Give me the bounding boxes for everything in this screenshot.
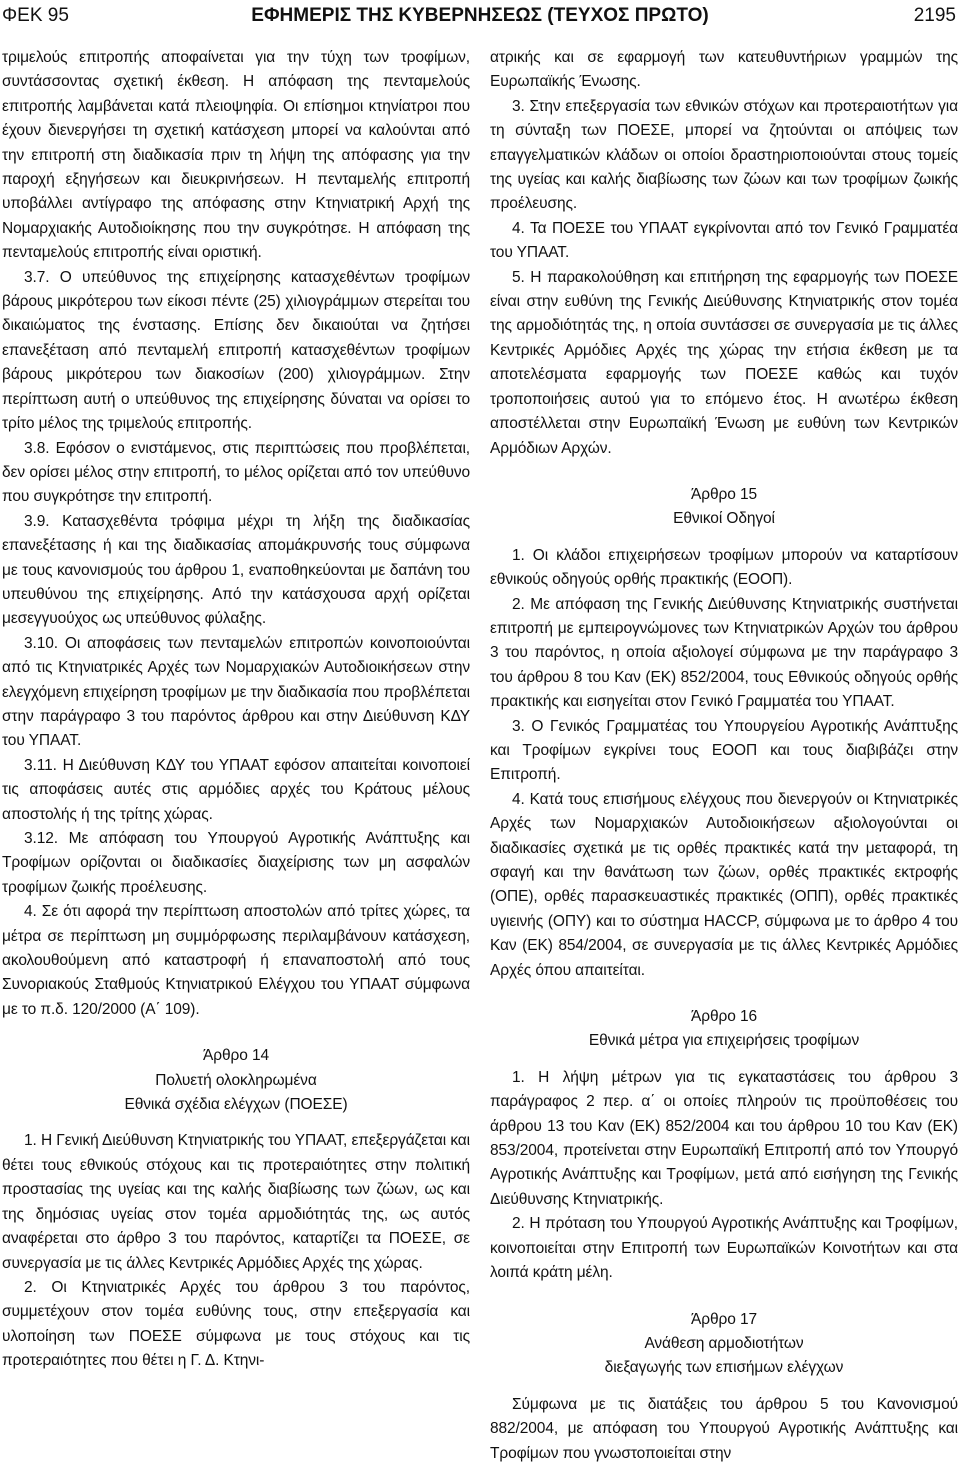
article-number: Άρθρο 15 <box>691 485 757 503</box>
paragraph: 3.9. Κατασχεθέντα τρόφιμα μέχρι τη λήξη της διαδικασίας επανεξέτασης ή και της διαδικασίας απομάκρυνσής τους σύμφωνα με τους κανονισμούς του άρθρου 1, εναποθηκεύονται με δαπάνη του υπευθύνου της επιχείρησης. Από την κατάσχουσα αρχή ορίζεται μεσεγγυούχος ως υπεύθυνος φύλαξης. <box>2 512 470 628</box>
article-heading <box>490 1308 958 1381</box>
paragraph: 2. Η πρόταση του Υπουργού Αγροτικής Ανάπτυξης και Τροφίμων, κοινοποιείται στην Επιτροπή των Ευρωπαϊκών Κοινοτήτων και στα λοιπά κράτη μέλη. <box>490 1215 958 1282</box>
paragraph: 3.8. Εφόσον ο ενιστάμενος, στις περιπτώσεις που προβλέπεται, δεν ορίσει μέλος στην επιτροπή, το μέλος ορίζεται από τον υπεύθυνο που συγκρότησε την επιτροπή. <box>2 439 470 506</box>
article-number: Άρθρο 17 <box>691 1310 757 1328</box>
paragraph: 4. Τα ΠΟΕΣΕ του ΥΠΑΑΤ εγκρίνονται από τον Γενικό Γραμματέα του ΥΠΑΑΤ. <box>490 219 958 262</box>
paragraph: 3.12. Με απόφαση του Υπουργού Αγροτικής Ανάπτυξης και Τροφίμων ορίζονται οι διαδικασίες διαχείρισης των μη ασφαλών τροφίμων ζωικής προέλευσης. <box>2 830 470 896</box>
article-title: Πολυετή ολοκληρωμένα <box>155 1071 317 1089</box>
article-heading <box>490 483 958 532</box>
paragraph: 5. Η παρακολούθηση και επιτήρηση της εφαρμογής των ΠΟΕΣΕ είναι στην ευθύνη της Γενικής Διεύθυνσης Κτηνιατρικής στον τομέα της αρμοδιότητάς της, η οποία συντάσσει σε συνεργασία με τις άλλες Κεντρικές Αρμόδιες Αρχές της χώρας την ετήσια έκθεση με τα αποτελέσματα εφαρμογής των ΠΟΕΣΕ καθώς και τυχόν τροποποιήσεις αυτού για το επόμενο έτος. Η ανωτέρω έκθεση αποστέλλεται στην Ευρωπαϊκή Ένωση με ευθύνη των Κεντρικών Αρμόδιων Αρχών. <box>490 268 958 457</box>
paragraph: 3. Ο Γενικός Γραμματέας του Υπουργείου Αγροτικής Ανάπτυξης και Τροφίμων εγκρίνει τους ΕΟΟΠ και τους διαβιβάζει στην Επιτροπή. <box>490 717 958 784</box>
article-title: Εθνικοί Οδηγοί <box>673 510 775 528</box>
article-number: Άρθρο 14 <box>203 1047 269 1065</box>
article-heading <box>2 1044 470 1117</box>
gazette-title: ΕΦΗΜΕΡΙΣ ΤΗΣ ΚΥΒΕΡΝΗΣΕΩΣ (ΤΕΥΧΟΣ ΠΡΩΤΟ) <box>251 5 709 26</box>
right-column <box>490 46 958 1466</box>
paragraph: 4. Κατά τους επισήμους ελέγχους που διενεργούν οι Κτηνιατρικές Αρχές των Νομαρχιακών Αυτοδιοικήσεων αξιολογούνται οι διαδικασίες σχετικά με τις ορθές πρακτικές κατά την μεταφορά, τη σφαγή και την θανάτωση των ζώων, ορθές πρακτικές εκτροφής (ΟΠΕ), ορθές παρασκευαστικές πρακτικές (ΟΠΠ), ορθές πρακτικές υγιεινής (ΟΠΥ) και το σύστημα HACCP, σύμφωνα με το άρθρο 4 του Καν (ΕΚ) 854/2004, σε συνεργασία με τις άλλες Κεντρικές Αρμόδιες Αρχές όπου απαιτείται. <box>490 790 958 979</box>
paragraph: τριμελούς επιτροπής αποφαίνεται για την τύχη των τροφίμων, συντάσσοντας σχετική έκθεση. Η απόφαση της πενταμελούς επιτροπής λαμβάνεται κατά πλειοψηφία. Οι επίσημοι κτηνίατροι που έχουν διενεργήσει τη σχετική κατάσχεση μπορεί να καλούνται από την επιτροπή στη διαδικασία πριν τη λήψη της απόφασης για την παροχή εξηγήσεων και διευκρινήσεων. Η πενταμελής επιτροπή υποβάλλει αντίγραφο της απόφασης στην Κτηνιατρική Αρχή της Νομαρχιακής Αυτοδιοίκησης που την συγκρότησε. Η απόφαση της πενταμελούς επιτροπής είναι οριστική. <box>2 49 470 262</box>
paragraph: 3.10. Οι αποφάσεις των πενταμελών επιτροπών κοινοποιούνται από τις Κτηνιατρικές Αρχές των Νομαρχιακών Αυτοδιοικήσεων στην ελεγχόμενη επιχείρηση τροφίμων με την διαδικασία που προβλέπεται στην παράγραφο 3 του παρόντος άρθρου και στην Διεύθυνση ΚΔΥ του ΥΠΑΑΤ. <box>2 634 470 750</box>
left-column <box>2 46 470 1374</box>
article-title: Εθνικά σχέδια ελέγχων (ΠΟΕΣΕ) <box>124 1096 348 1114</box>
paragraph: ατρικής και σε εφαρμογή των κατευθυντήριων γραμμών της Ευρωπαϊκής Ένωσης. <box>490 49 958 91</box>
paragraph: 2. Με απόφαση της Γενικής Διεύθυνσης Κτηνιατρικής συστήνεται επιτροπή με εμπειρογνώμονες των Κτηνιατρικών Αρχών του άρθρου 3 του παρόντος, η οποία αξιολογεί σύμφωνα με την παράγραφο 3 του άρθρου 8 του Καν (ΕΚ) 852/2004, τους Εθνικούς οδηγούς ορθής πρακτικής και εισηγείται στον Γενικό Γραμματέα του ΥΠΑΑΤ. <box>490 595 958 711</box>
gazette-issue: ΦΕΚ 95 <box>2 5 69 26</box>
article-title: Εθνικά μέτρα για επιχειρήσεις τροφίμων <box>588 1032 860 1050</box>
paragraph: 3.7. Ο υπεύθυνος της επιχείρησης κατασχεθέντων τροφίμων βάρους μικρότερου των είκοσι πέντε (25) χιλιογράμμων στερείται του δικαιώματος της ένστασης. Επίσης δεν δικαιούται να ζητήσει επανεξέταση από πενταμελή επιτροπή κατασχεθέντων τροφίμων βάρους μικρότερου των διακοσίων (200) χιλιογράμμων. Στην περίπτωση αυτή ο υπεύθυνος της επιχείρησης δύναται να ορίσει το τρίτο μέλος της τριμελούς επιτροπής. <box>2 268 470 433</box>
paragraph: 2. Οι Κτηνιατρικές Αρχές του άρθρου 3 του παρόντος, συμμετέχουν στον τομέα ευθύνης τους, στην επεξεργασία και υλοποίηση των ΠΟΕΣΕ σύμφωνα με τους στόχους και τις προτεραιότητες που θέτει η Γ. Δ. Κτηνι- <box>2 1278 470 1370</box>
paragraph: Σύμφωνα με τις διατάξεις του άρθρου 5 του Κανονισμού 882/2004, με απόφαση του Υπουργού Αγροτικής Ανάπτυξης και Τροφίμων που γνωστοποιείται στην <box>490 1395 958 1462</box>
article-title: διεξαγωγής των επισήμων ελέγχων <box>604 1359 844 1377</box>
paragraph: 1. Η λήψη μέτρων για τις εγκαταστάσεις του άρθρου 3 παράγραφος 2 περ. α΄ οι οποίες πληρούν τις προϋποθέσεις του άρθρου 13 του Καν (ΕΚ) 852/2004 και του άρθρου 10 του Καν (ΕΚ) 853/2004, προτείνεται στην Ευρωπαϊκή Επιτροπή από τον Υπουργό Αγροτικής Ανάπτυξης και Τροφίμων, μετά από εισήγηση της Γενικής Διεύθυνσης Κτηνιατρικής. <box>490 1068 958 1208</box>
page-number: 2195 <box>913 5 956 26</box>
paragraph: 1. Η Γενική Διεύθυνση Κτηνιατρικής του ΥΠΑΑΤ, επεξεργάζεται και θέτει τους εθνικούς στόχους και τις προτεραιότητες στην πολιτική προστασίας της υγείας και της καλής διαβίωσης των ζώων, ως και της δημόσιας υγείας στον τομέα αρμοδιότητάς της, ως αυτός αναφέρεται στο άρθρο 3 του παρόντος, καταρτίζει τα ΠΟΕΣΕ, σε συνεργασία με τις άλλες Κεντρικές Αρμόδιες Αρχές της χώρας. <box>2 1132 470 1272</box>
paragraph: 1. Οι κλάδοι επιχειρήσεων τροφίμων μπορούν να καταρτίσουν εθνικούς οδηγούς ορθής πρακτικής (ΕΟΟΠ). <box>490 546 958 589</box>
article-title: Ανάθεση αρμοδιοτήτων <box>644 1334 804 1352</box>
paragraph: 3. Στην επεξεργασία των εθνικών στόχων και προτεραιοτήτων για τη σύνταξη των ΠΟΕΣΕ, μπορεί να ζητούνται οι απόψεις των επαγγελματικών κλάδων οι οποίοι δραστηριοποιούνται στους τομείς της υγείας και καλής διαβίωσης των ζώων και των τροφίμων ζωικής προέλευσης. <box>490 97 958 213</box>
paragraph: 3.11. Η Διεύθυνση ΚΔΥ του ΥΠΑΑΤ εφόσον απαιτείται κοινοποιεί τις αποφάσεις αυτές στις αρμόδιες αρχές του Κράτους μέλους αποστολής ή της τρίτης χώρας. <box>2 756 470 823</box>
page-header <box>0 0 960 34</box>
article-heading <box>490 1005 958 1054</box>
paragraph: 4. Σε ότι αφορά την περίπτωση αποστολών από τρίτες χώρες, τα μέτρα σε περίπτωση μη συμμόρφωσης περιλαμβάνουν κατάσχεση, ακολουθούμενη από καταστροφή ή επαναποστολή από τους Συνοριακούς Σταθμούς Κτηνιατρικού Ελέγχου του ΥΠΑΑΤ σύμφωνα με το π.δ. 120/2000 (Α΄ 109). <box>2 903 470 1018</box>
article-number: Άρθρο 16 <box>691 1008 757 1026</box>
